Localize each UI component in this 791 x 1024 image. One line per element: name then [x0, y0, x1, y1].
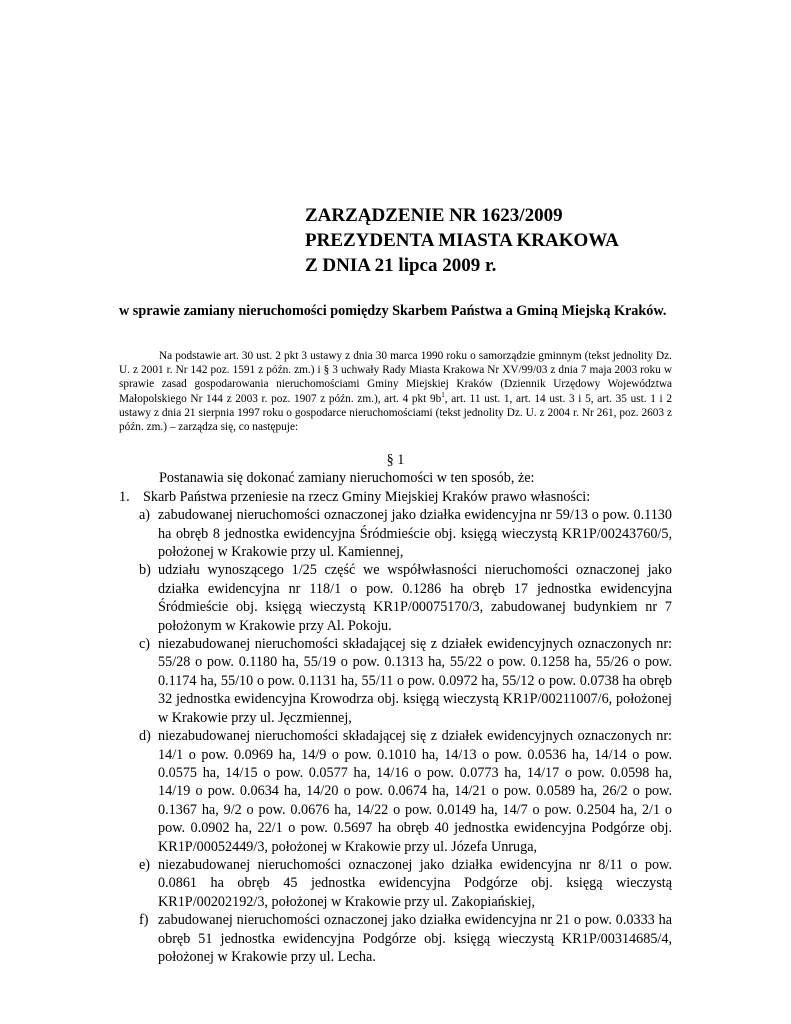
legal-basis-text-1: Na podstawie art. 30 ust. 2 pkt 3 ustawy z dnia 30 marca 1990 roku o samorządzie gminnym (tekst jednolity Dz. U. z 2001 r. Nr 142 poz. 1591 z późn. zm.) i § 3 uchwały Rady Miasta Krakowa Nr XV/99/03 z dnia 7 maja 2003 roku w sprawie zasad gospodarowania nieruchomościami Gminy Miejskiej Kraków (Dziennik Urzędowy Województwa Małopolskiego Nr 144 z 2003 r. poz. 1907 z późn. zm.), art. 4 pkt 9b — [119, 350, 672, 405]
document-subject: w sprawie zamiany nieruchomości pomiędzy Skarbem Państwa a Gminą Miejską Kraków. — [119, 303, 667, 319]
list-item — [119, 911, 672, 966]
list-item-text: zabudowanej nieruchomości oznaczonej jako działka ewidencyjna nr 21 o pow. 0.0333 ha obręb 51 jednostka ewidencyjna Podgórze obj. księgą wieczystą KR1P/00314685/4, położonej w Krakowie przy ul. Lecha. — [158, 912, 672, 965]
section-mark: § 1 — [386, 452, 405, 468]
title-line-3: Z DNIA 21 lipca 2009 r. — [305, 255, 497, 276]
section-intro: Postanawia się dokonać zamiany nieruchomości w ten sposób, że: — [159, 470, 535, 487]
list-item — [119, 635, 672, 727]
list-item — [119, 561, 672, 635]
legal-basis-superscript: 1 — [441, 390, 445, 399]
point-text: Skarb Państwa przeniesie na rzecz Gminy Miejskiej Kraków prawo własności: — [143, 488, 591, 505]
list-item-text: niezabudowanej nieruchomości składającej się z działek ewidencyjnych oznaczonych nr: 14/1 o pow. 0.0969 ha, 14/9 o pow. 0.1010 ha, 14/13 o pow. 0.0536 ha, 14/14 o pow. 0.0575 ha, 14/15 o pow. 0.0577 ha, 14/16 o pow. 0.0773 ha, 14/17 o pow. 0.0598 ha, 14/19 o pow. 0.0634 ha, 14/20 o pow. 0.0674 ha, 14/21 o pow. 0.0589 ha, 26/2 o pow. 0.1367 ha, 9/2 o pow. 0.0676 ha, 14/22 o pow. 0.0149 ha, 14/7 o pow. 0.2504 ha, 2/1 o pow. 0.0902 ha, 22/1 o pow. 0.5697 ha obręb 40 jednostka ewidencyjna Podgórze obj. KR1P/00052449/3, położonej w Krakowie przy ul. Józefa Unruga, — [158, 728, 672, 855]
list-item-text: zabudowanej nieruchomości oznaczonej jako działka ewidencyjna nr 59/13 o pow. 0.1130 ha obręb 8 jednostka ewidencyjna Śródmieście obj. księgą wieczystą KR1P/00243760/5, położonej w Krakowie przy ul. Kamiennej, — [158, 507, 672, 561]
list-item-letter: a) — [139, 507, 151, 524]
list-item-letter: b) — [139, 562, 151, 579]
title-line-2: PREZYDENTA MIASTA KRAKOWA — [305, 230, 619, 251]
legal-basis — [119, 349, 672, 434]
legal-basis-text-2: , art. 11 ust. 1, art. 14 ust. 3 i 5, art. 35 ust. 1 i 2 ustawy z dnia 21 sierpnia 1997 roku o gospodarce nieruchomościami (tekst jednolity Dz. U. z 2004 r. Nr 261, poz. 2603 z późn. zm.) – zarządza się, co następuje: — [119, 392, 673, 434]
list-item-text: niezabudowanej nieruchomości składającej się z działek ewidencyjnych oznaczonych nr: 55/28 o pow. 0.1180 ha, 55/19 o pow. 0.1313 ha, 55/22 o pow. 0.1258 ha, 55/26 o pow. 0.1174 ha, 55/10 o pow. 0.1131 ha, 55/11 o pow. 0.0972 ha, 55/12 o pow. 0.0738 ha obręb 32 jednostka ewidencyjna Krowodrza obj. księgą wieczystą KR1P/00211007/6, położonej w Krakowie przy ul. Jęczmiennej, — [158, 636, 672, 726]
title-line-1: ZARZĄDZENIE NR 1623/2009 — [305, 205, 563, 226]
list-item — [119, 506, 672, 561]
point-number: 1. — [119, 488, 130, 505]
list-item-letter: f) — [139, 912, 149, 929]
document-title — [305, 203, 619, 278]
section-1 — [119, 451, 672, 966]
point-1 — [119, 488, 672, 506]
list-item-letter: d) — [139, 728, 151, 745]
list-item-text: niezabudowanej nieruchomości oznaczonej jako działka ewidencyjna nr 8/11 o pow. 0.0861 ha obręb 45 jednostka ewidencyjna Podgórze obj. księgą wieczystą KR1P/00202192/3, położonej w Krakowie przy ul. Zakopiańskiej, — [158, 856, 672, 910]
list-item-letter: e) — [139, 856, 151, 873]
property-list — [119, 506, 672, 966]
list-item-letter: c) — [139, 636, 151, 653]
list-item — [119, 856, 672, 911]
list-item — [119, 727, 672, 856]
list-item-text: udziału wynoszącego 1/25 część we współwłasności nieruchomości oznaczonej jako działka ewidencyjna nr 118/1 o pow. 0.1286 ha obręb 17 jednostka ewidencyjna Śródmieście obj. księgą wieczystą KR1P/00075170/3, zabudowanej budynkiem nr 7 położonym w Krakowie przy Al. Pokoju. — [158, 562, 672, 634]
